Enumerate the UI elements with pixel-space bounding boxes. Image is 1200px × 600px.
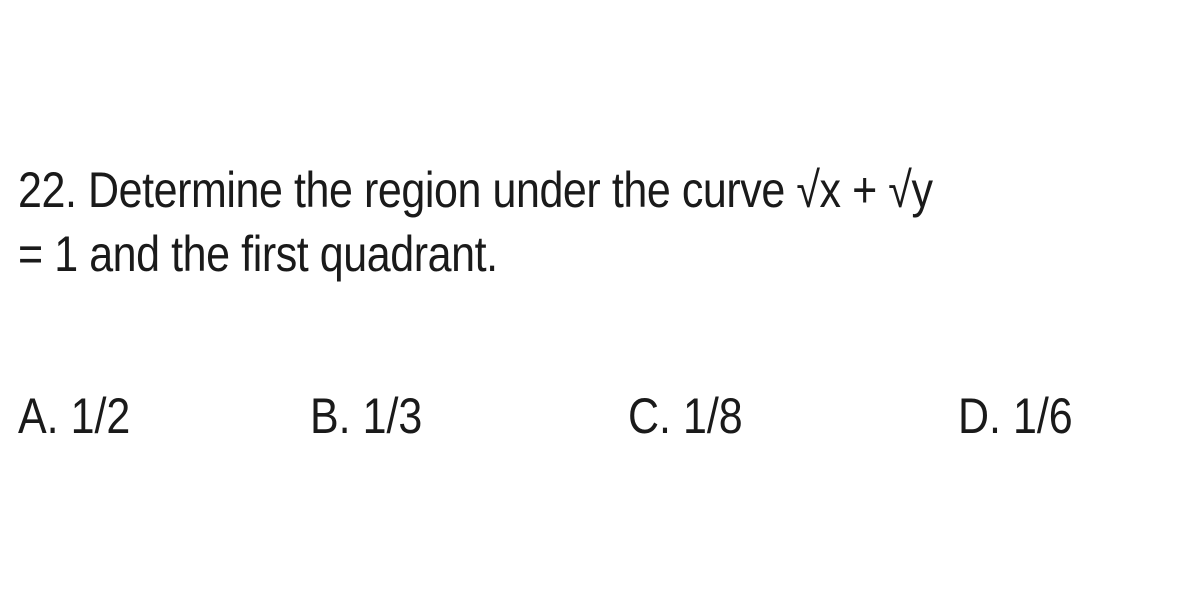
question-line-1: 22. Determine the region under the curve √x + √y <box>18 162 933 218</box>
answer-choices <box>0 384 1200 454</box>
choice-c: C. 1/8 <box>628 388 743 444</box>
choice-a: A. 1/2 <box>18 388 131 444</box>
question-text <box>18 158 1024 286</box>
choice-d: D. 1/6 <box>958 388 1073 444</box>
choice-b: B. 1/3 <box>310 388 423 444</box>
question-line-2: = 1 and the first quadrant. <box>18 226 498 282</box>
